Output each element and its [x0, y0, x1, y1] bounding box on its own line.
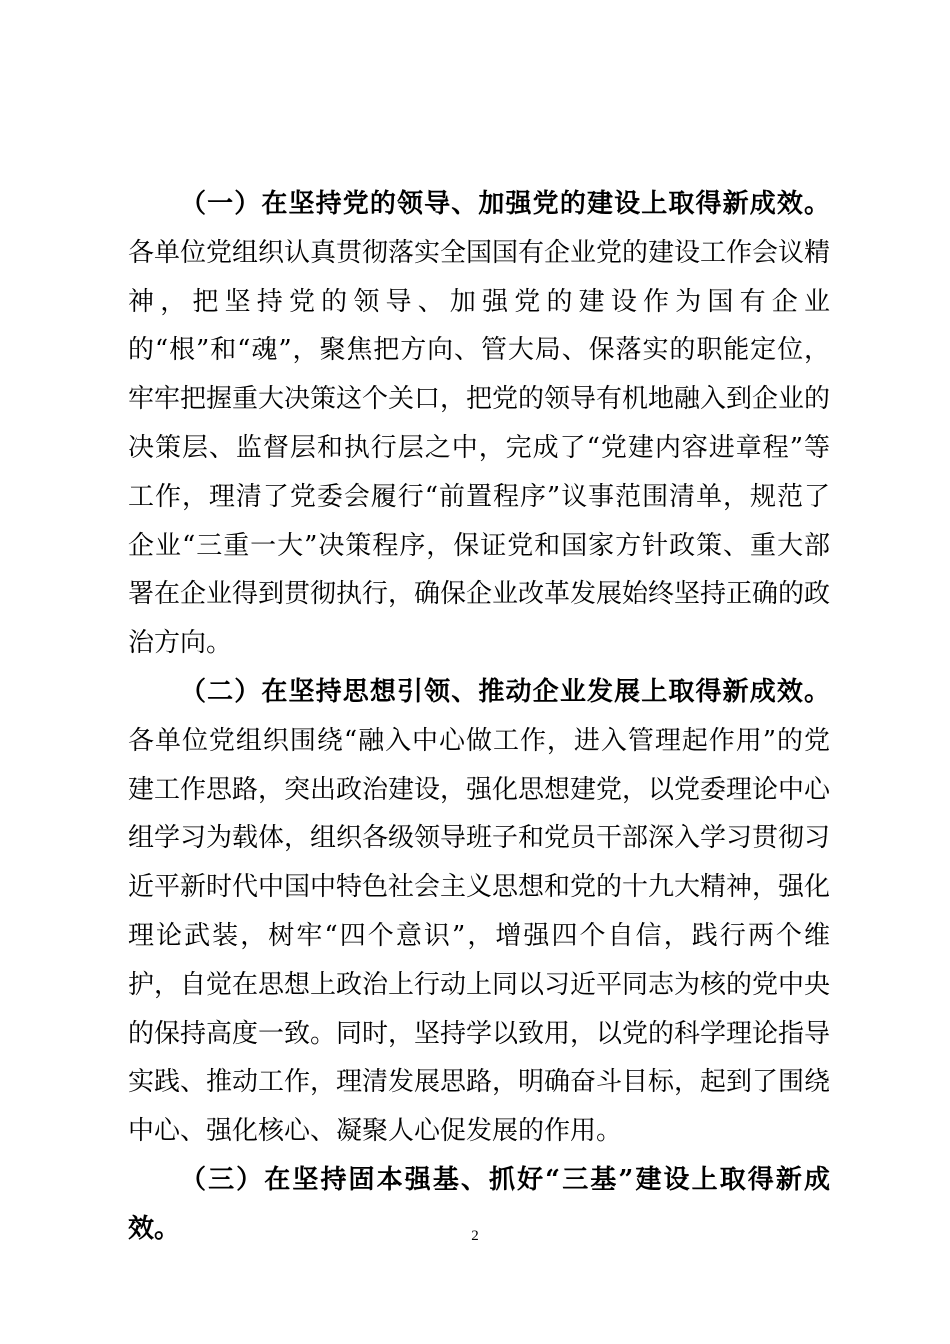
paragraph-2-heading: （二）在坚持思想引领、推动企业发展上取得新成效。 — [180, 676, 830, 707]
paragraph-2 — [128, 668, 830, 1156]
paragraph-2-body: 各单位党组织围绕“融入中心做工作，进入管理起作用”的党建工作思路，突出政治建设，强化思想建党，以党委理论中心组学习为载体，组织各级领导班子和党员干部深入学习贯彻习近平新时代中国中特色社会主义思想和党的十九大精神，强化理论武装，树牢“四个意识”，增强四个自信，践行两个维护，自觉在思想上政治上行动上同以习近平同志为核的党中央的保持高度一致。同时，坚持学以致用，以党的科学理论指导实践、推动工作，理清发展思路，明确奋斗目标，起到了围绕中心、强化核心、凝聚人心促发展的作用。 — [128, 725, 831, 1147]
paragraph-3-heading: （三）在坚持固本强基、抓好“三基”建设上取得新成效。 — [128, 1164, 830, 1244]
page-number: 2 — [471, 1228, 479, 1244]
document-body — [128, 180, 830, 1254]
paragraph-1-heading: （一）在坚持党的领导、加强党的建设上取得新成效。 — [180, 189, 830, 219]
paragraph-1-body: 各单位党组织认真贯彻落实全国国有企业党的建设工作会议精神，把坚持党的领导、加强党的建设作为国有企业的“根”和“魂”，聚焦把方向、管大局、保落实的职能定位，牢牢把握重大决策这个关口，把党的领导有机地融入到企业的决策层、监督层和执行层之中，完成了“党建内容进章程”等工作，理清了党委会履行“前置程序”议事范围清单，规范了企业“三重一大”决策程序，保证党和国家方针政策、重大部署在企业得到贯彻执行，确保企业改革发展始终坚持正确的政治方向。 — [128, 237, 831, 659]
paragraph-1 — [128, 180, 830, 668]
